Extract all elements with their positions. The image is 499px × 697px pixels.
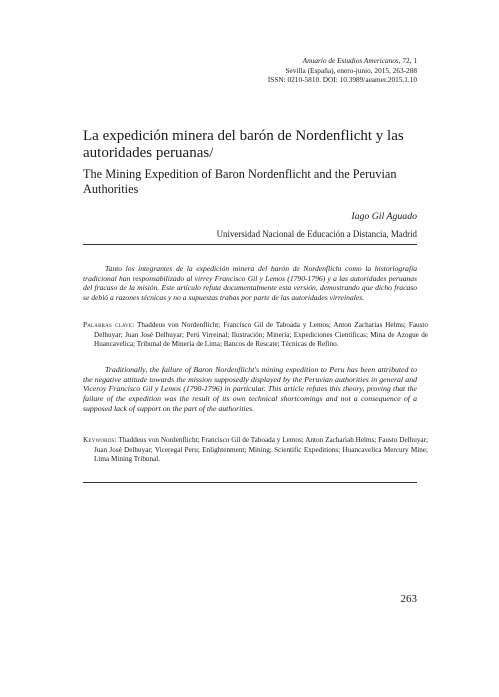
keywords-english-label: Keywords: xyxy=(83,436,117,444)
bottom-divider xyxy=(83,482,417,483)
author-name: Iago Gil Aguado xyxy=(351,211,417,222)
journal-location-date: Sevilla (España), enero-junio, 2015, 263-288 xyxy=(285,65,417,75)
article-title-english: The Mining Expedition of Baron Nordenflicht and the Peruvian Authorities xyxy=(83,167,397,196)
top-divider xyxy=(83,244,417,245)
journal-volume: , 72, 1 xyxy=(398,56,417,65)
keywords-spanish-text: Thaddeus von Nordenflicht; Francisco Gil de Taboada y Lemos; Anton Zacharias Helms; Fausto Delhuyar; Juan José Delhuyar; Perú Virreinal; Ilustración; Minería; Expediciones Científicas; Mina de Azogue de Huancavelica; Tribunal de Minería de Lima; Bancos de Rescate; Técnicas de Refino. xyxy=(94,321,428,348)
article-title-spanish: La expedición minera del barón de Nordenflicht y las autoridades peruanas/ xyxy=(83,128,404,161)
keywords-english-text: Thaddeus von Nordenflicht; Francisco Gil de Taboada y Lemos; Anton Zachariah Helms; Fausto Delhuyar; Juan José Delhuyar; Viceregal Peru; Enlightenment; Mining; Scientific Expeditions; Huancavelica Mercury Mine; Lima Mining Tribunal. xyxy=(94,436,428,463)
journal-citation xyxy=(268,56,417,66)
abstract-english: Traditionally, the failure of Baron Nordenflicht's mining expedition to Peru has been attributed to the negative attitude towards the mission supposedly displayed by the Peruvian authorities in general and Viceroy Francisco Gil y Lemos (1790-1796) in particular. This article refutes this theory, proving that the failure of the expedition was the result of its own technical shortcomings and not a consequence of a supposed lack of support on the part of the authorities. xyxy=(83,365,417,413)
journal-name: Anuario de Estudios Americanos xyxy=(302,56,399,65)
keywords-spanish xyxy=(83,321,428,350)
journal-header xyxy=(268,56,417,85)
abstract-spanish: Tanto los integrantes de la expedición minera del barón de Nordenflicht como la historiografía tradicional han responsabilizado al virrey Francisco Gil y Lemos (1790-1796) y a las autoridades peruanas del fracaso de la misión. Este artículo refuta documentalmente esta versión, demostrando que dicho fracaso se debió a razones técnicas y no a supuestas trabas por parte de las autoridades virreinales. xyxy=(83,264,417,303)
keywords-english xyxy=(83,436,428,465)
journal-issn-doi: ISSN: 0210-5810. DOI: 10.3989/aeamer.2015.1.10 xyxy=(267,75,417,85)
keywords-spanish-label: Palabras clave: xyxy=(83,321,135,329)
page-number: 263 xyxy=(400,593,417,605)
author-affiliation: Universidad Nacional de Educación a Distancia, Madrid xyxy=(216,229,417,239)
